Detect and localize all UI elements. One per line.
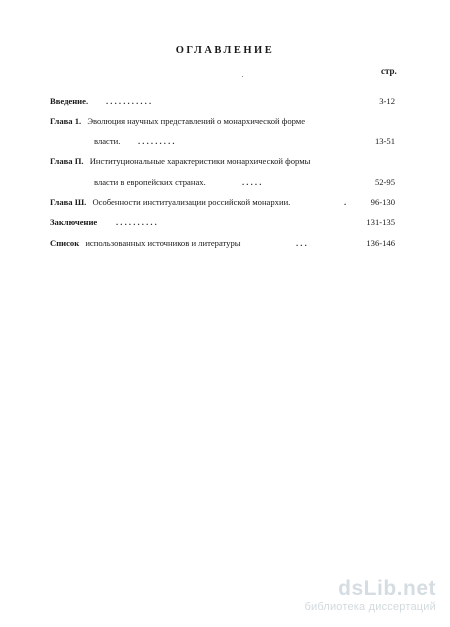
toc-leader-dots: . . . . . [242, 177, 262, 187]
toc-page-range: 96-130 [370, 197, 395, 207]
toc-entry-lead: Список [50, 238, 80, 248]
toc-entry-text: власти в европейских странах. [94, 177, 206, 187]
toc-entry-lead: Введение. [50, 96, 89, 106]
toc-leader-dots: . . . . . . . . . . [116, 217, 157, 227]
toc-entry-text: власти. [94, 136, 121, 146]
toc-page-range: 131-135 [366, 217, 395, 227]
toc-entry-text: Эволюция научных представлений о монархической форме [87, 116, 306, 126]
toc-entry-lead: Глава 1. [50, 116, 82, 126]
toc-entry-conclusion [50, 215, 395, 229]
toc-entry-introduction [50, 94, 395, 108]
toc-leader-dots: . . . [296, 238, 307, 248]
toc-entry-chapter-1 [50, 114, 395, 128]
watermark [304, 578, 436, 614]
toc-entry-lead: Заключение [50, 217, 98, 227]
toc-entry-chapter-2-cont [50, 175, 395, 189]
toc-entry-chapter-3 [50, 195, 395, 209]
toc-entry-chapter-1-cont [50, 134, 395, 148]
toc-page-range: 13-51 [374, 136, 395, 146]
toc-entry-bibliography [50, 236, 395, 250]
toc-entry-text: Особенности институализации российской монархии. [92, 197, 291, 207]
toc-entry-lead: Глава Ш. [50, 197, 87, 207]
page-column-header: стр. [381, 66, 397, 76]
page-title: ОГЛАВЛЕНИЕ [175, 45, 275, 56]
toc-leader-dots: . [344, 197, 347, 207]
scan-speck [242, 76, 243, 77]
toc-entry-text: Институциональные характеристики монархической формы [89, 156, 311, 166]
toc-page-range: 52-95 [374, 177, 395, 187]
watermark-subtitle: библиотека диссертаций [304, 601, 436, 613]
toc-entry-lead: Глава П. [50, 156, 84, 166]
watermark-logo: dsLib.net [338, 577, 436, 600]
toc-entry-text: использованных источников и литературы [85, 238, 241, 248]
toc-leader-dots: . . . . . . . . . [138, 136, 175, 146]
toc-page-range: 3-12 [379, 96, 395, 106]
toc-page-range: 136-146 [366, 238, 395, 248]
toc-leader-dots: . . . . . . . . . . . [106, 96, 152, 106]
toc-entry-chapter-2 [50, 154, 395, 168]
